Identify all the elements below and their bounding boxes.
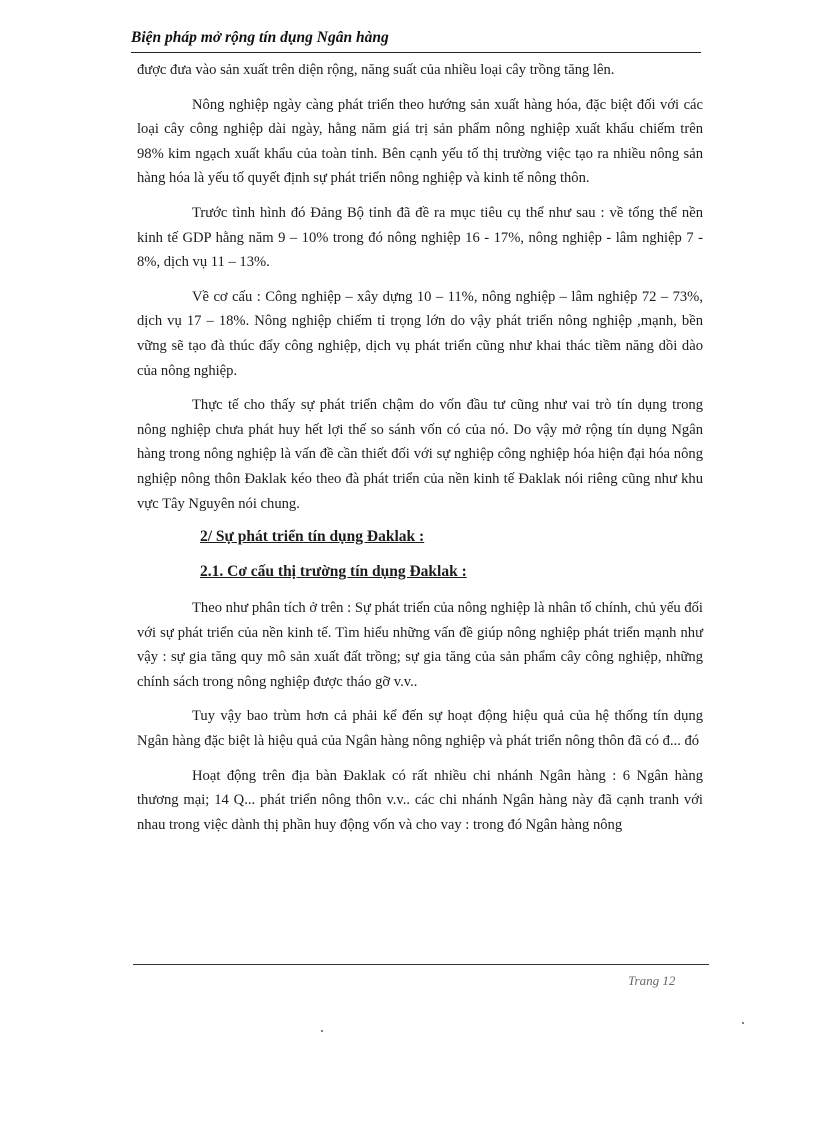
scan-speck — [321, 1030, 323, 1032]
running-header: Biện pháp mở rộng tín dụng Ngân hàng — [131, 29, 389, 46]
page-body — [137, 58, 703, 847]
paragraph-4: Về cơ cấu : Công nghiệp – xây dựng 10 – 11%, nông nghiệp – lâm nghiệp 72 – 73%, dịch vụ 17 – 18%. Nông nghiệp chiếm tỉ trọng lớn do vậy phát triển nông nghiệp ,mạnh, bền vững sẽ tạo đà thúc đẩy công nghiệp, dịch vụ phát triển cũng như khai thác tiềm năng dồi dào của nông nghiệp. — [137, 288, 703, 379]
footer-rule — [133, 964, 709, 965]
header-rule — [131, 52, 701, 53]
scan-speck — [742, 1022, 744, 1024]
section-heading: 2/ Sự phát triển tín dụng Đaklak : — [200, 528, 425, 546]
paragraph-5: Thực tế cho thấy sự phát triển chậm do vốn đầu tư cũng như vai trò tín dụng trong nông nghiệp chưa phát huy hết lợi thế so sánh vốn có của nó. Do vậy mở rộng tín dụng Ngân hàng trong nông nghiệp là vấn đề cần thiết đối với sự nghiệp công nghiệp hóa hiện đại hóa nông nghiệp nông thôn Đaklak kéo theo đà phát triển của nền kinh tế Đaklak nói riêng cũng như khu vực Tây Nguyên nói chung. — [137, 397, 703, 512]
paragraph-3: Trước tình hình đó Đảng Bộ tỉnh đã đề ra mục tiêu cụ thể như sau : về tổng thể nền kinh tế GDP hằng năm 9 – 10% trong đó nông nghiệp 16 - 17%, nông nghiệp - lâm nghiệp 7 - 8%, dịch vụ 11 – 13%. — [137, 204, 703, 271]
paragraph-1: được đưa vào sản xuất trên diện rộng, năng suất của nhiều loại cây trồng tăng lên. — [137, 62, 615, 78]
paragraph-7: Tuy vậy bao trùm hơn cả phải kể đến sự hoạt động hiệu quả của hệ thống tín dụng Ngân hàng đặc biệt là hiệu quả của Ngân hàng nông nghiệp và phát triển nông thôn đã có đ... đó — [137, 708, 703, 750]
page-number: Trang 12 — [628, 973, 676, 988]
paragraph-6: Theo như phân tích ở trên : Sự phát triển của nông nghiệp là nhân tố chính, chủ yếu đối với sự phát triển của nền kinh tế. Tìm hiểu những vấn đề giúp nông nghiệp phát triển mạnh như vậy : sự gia tăng quy mô sản xuất đất trồng; sự gia tăng của sản phẩm cây công nghiệp, những chính sách trong nông nghiệp được tháo gỡ v.v.. — [137, 600, 703, 690]
paragraph-8: Hoạt động trên địa bàn Đaklak có rất nhiều chi nhánh Ngân hàng : 6 Ngân hàng thương mại; 14 Q... phát triển nông thôn v.v.. các chi nhánh Ngân hàng này đã cạnh tranh với nhau trong việc dành thị phần huy động vốn và cho vay : trong đó Ngân hàng nông — [137, 767, 703, 833]
subsection-heading: 2.1. Cơ cấu thị trường tín dụng Đaklak : — [200, 563, 467, 581]
paragraph-2: Nông nghiệp ngày càng phát triển theo hướng sản xuất hàng hóa, đặc biệt đối với các loại cây công nghiệp dài ngày, hằng năm giá trị sản phẩm nông nghiệp xuất khẩu chiếm trên 98% kim ngạch xuất khẩu của toàn tỉnh. Bên cạnh yếu tố thị trường việc tạo ra nhiều nông sản hàng hóa là yếu tố quyết định sự phát triển nông nghiệp và kinh tế nông thôn. — [137, 96, 703, 187]
